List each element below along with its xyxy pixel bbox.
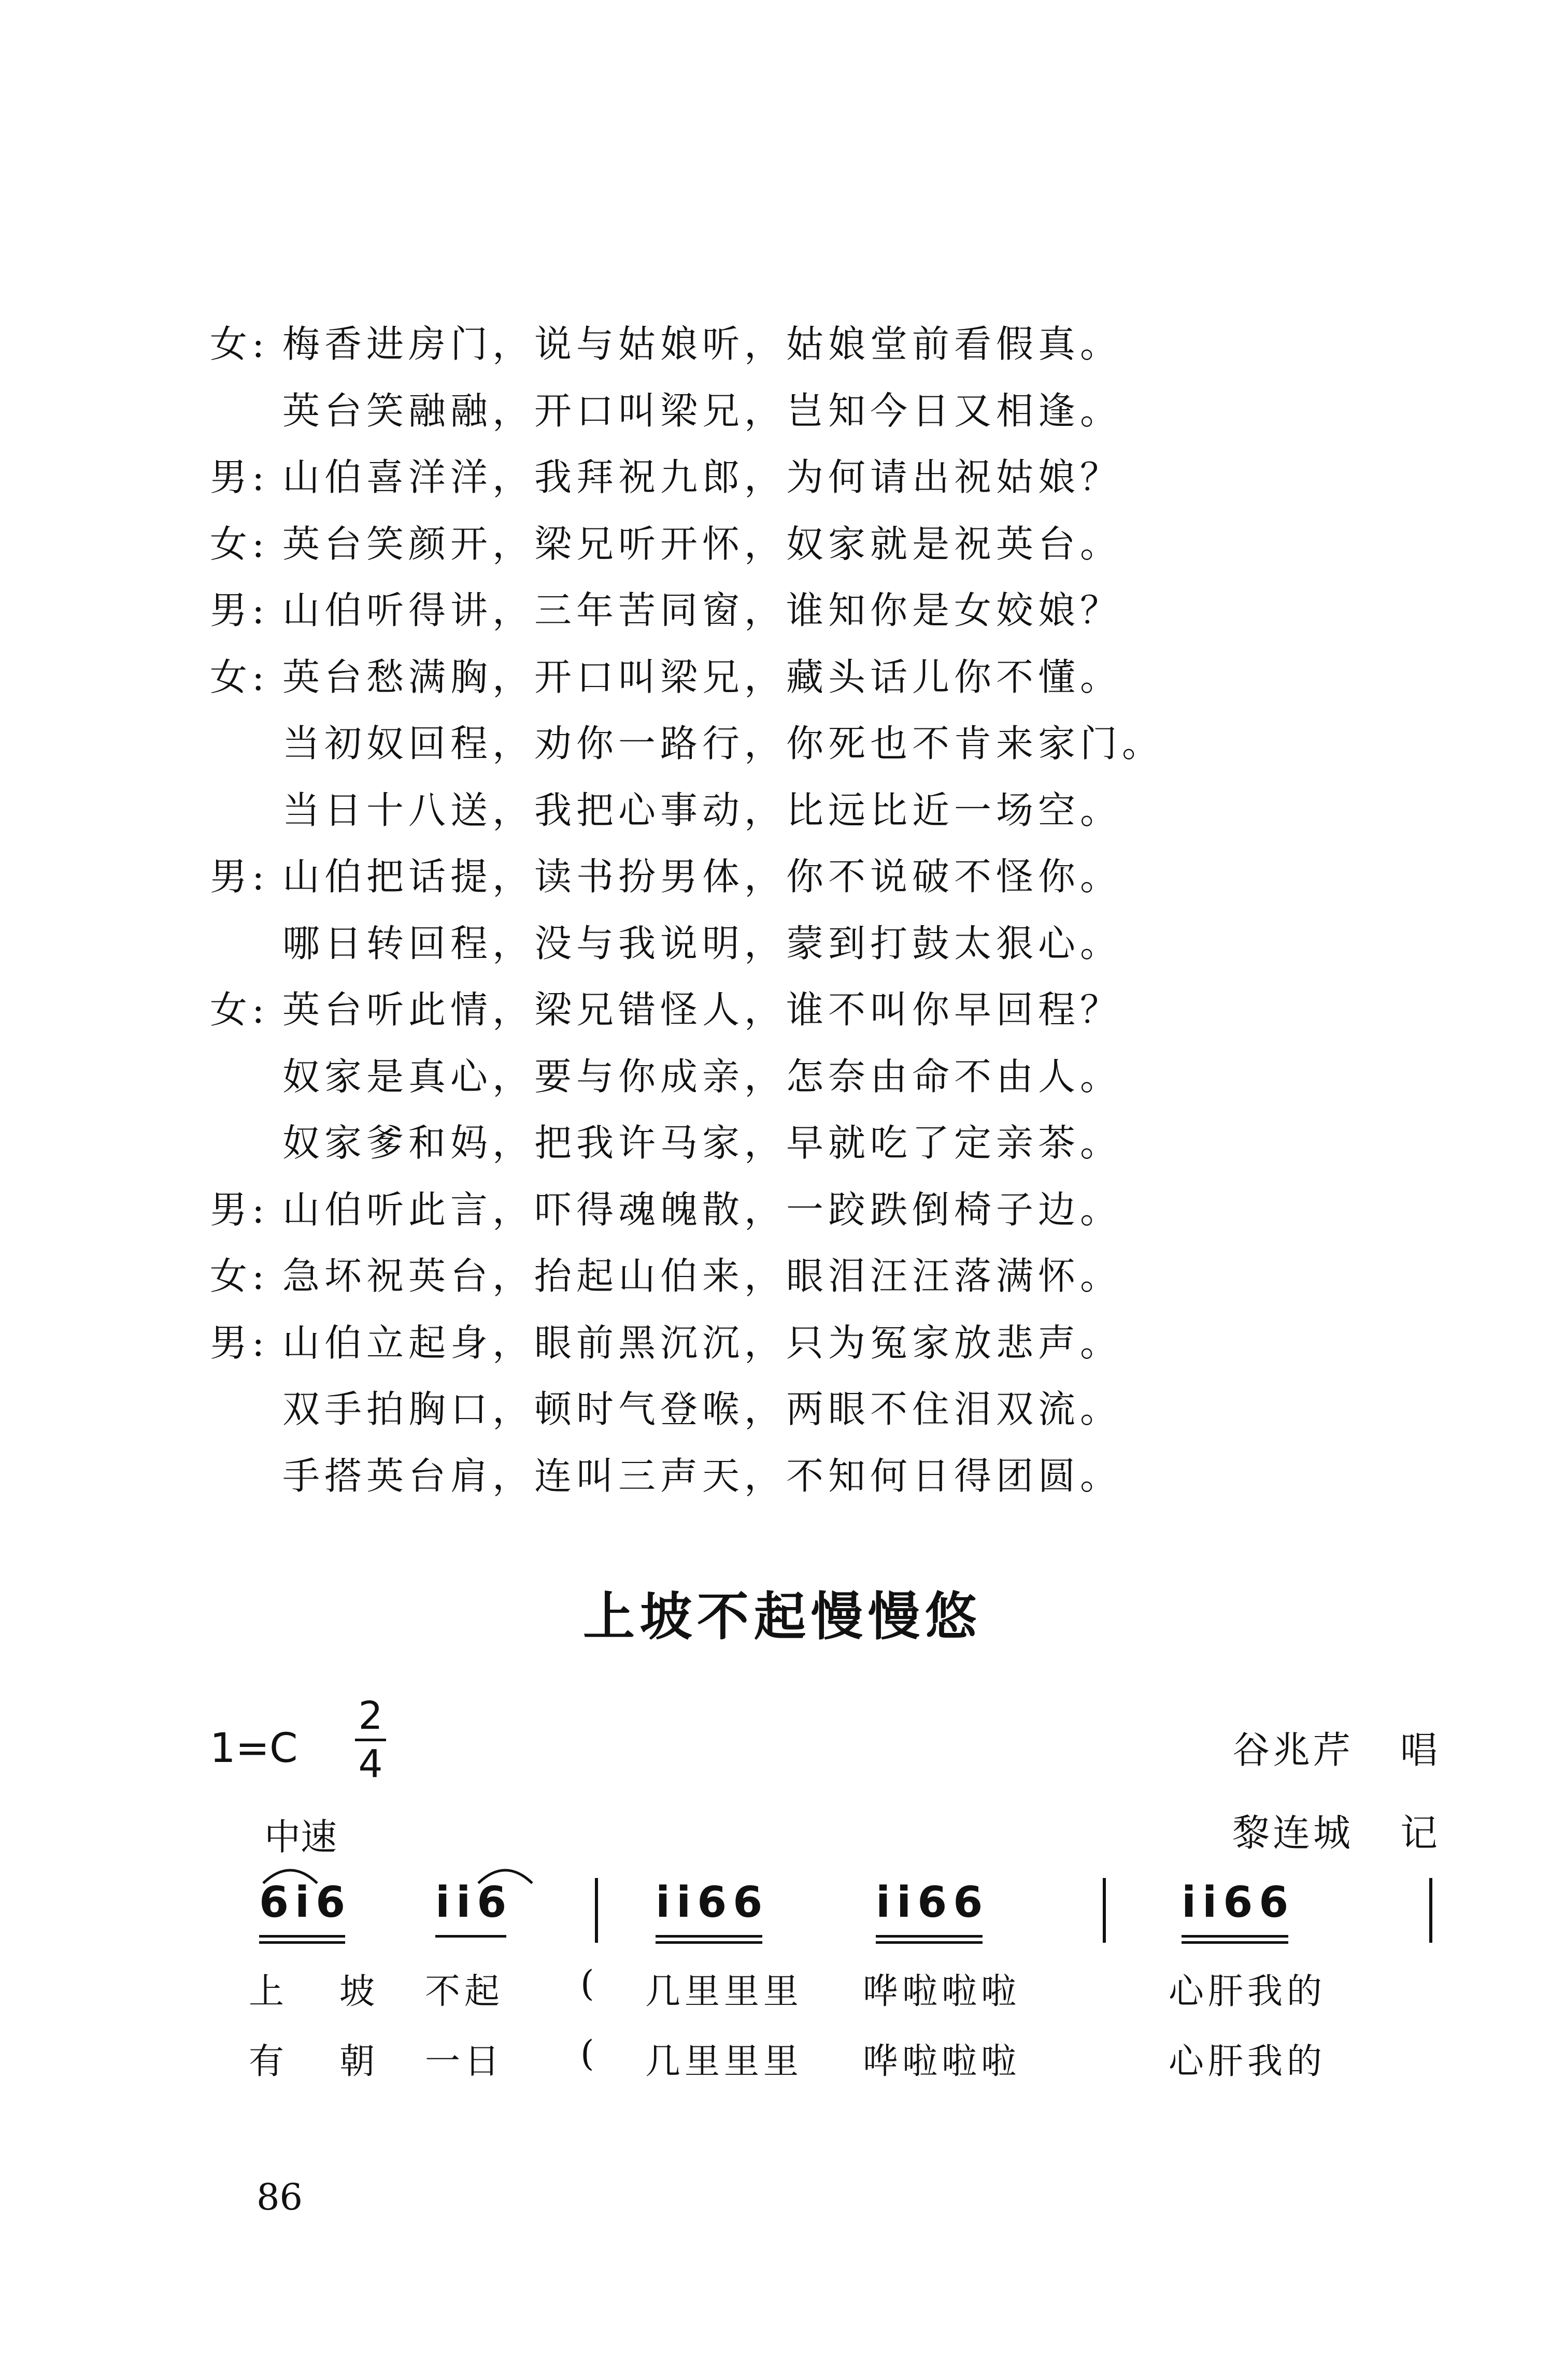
- notation-lyric: 有: [249, 2041, 289, 2082]
- key-signature: 1=C: [210, 1725, 298, 1772]
- notation-lyric: (: [580, 2033, 599, 2074]
- barline: [1103, 1878, 1106, 1943]
- notation-lyric: (: [580, 1963, 599, 2004]
- lyric-line: [210, 1043, 1402, 1110]
- lyric-line: [210, 1443, 1402, 1510]
- recorder-role: 记: [1400, 1811, 1441, 1855]
- lyric-text: 哪日转回程，没与我说明，蒙到打鼓太狠心。: [282, 921, 1122, 965]
- speaker-label: 女:: [210, 322, 269, 366]
- lyric-text: 英台笑融融，开口叫梁兄，岂知今日又相逢。: [282, 389, 1122, 433]
- lyric-line: [210, 1243, 1402, 1310]
- speaker-label: 女:: [210, 655, 269, 699]
- lyric-text: 梅香进房门，说与姑娘听，姑娘堂前看假真。: [282, 322, 1122, 366]
- lyric-line: [210, 910, 1402, 977]
- notation-lyric: 几里里里: [645, 2041, 803, 2082]
- meter-top: 2: [355, 1693, 386, 1741]
- notation-lyric: 坡: [339, 1971, 379, 2012]
- speaker-label: 男:: [210, 855, 269, 898]
- singer-credit: [1232, 1720, 1441, 1774]
- lyric-line: [210, 311, 1402, 378]
- time-signature: [355, 1693, 386, 1787]
- lyric-text: 双手拍胸口，顿时气登喉，两眼不住泪双流。: [282, 1387, 1122, 1431]
- page-number: 86: [257, 2176, 303, 2218]
- note-group: [876, 1878, 989, 1927]
- note-group: [1182, 1878, 1294, 1927]
- lyric-line: [210, 444, 1402, 511]
- lyric-text: 山伯听得讲，三年苦同窗，谁知你是女姣娘？: [282, 589, 1122, 632]
- lyric-text: 英台听此情，梁兄错怪人，谁不叫你早回程？: [282, 988, 1122, 1031]
- barline: [1429, 1878, 1432, 1943]
- notation-lyric: 不起: [425, 1971, 504, 2012]
- note-group: [435, 1878, 513, 1927]
- lyric-text: 山伯听此言，吓得魂魄散，一跤跌倒椅子边。: [282, 1187, 1122, 1231]
- lyric-text: 英台笑颜开，梁兄听开怀，奴家就是祝英台。: [282, 522, 1122, 566]
- lyric-text: 奴家爹和妈，把我许马家，早就吃了定亲茶。: [282, 1121, 1122, 1165]
- notation-lyric: 哗啦啦啦: [863, 2041, 1021, 2082]
- speaker-label: 男:: [210, 1321, 269, 1365]
- speaker-label: 男:: [210, 589, 269, 632]
- notation-lyric: 上: [249, 1971, 289, 2012]
- lyric-line: [210, 1110, 1402, 1177]
- lyric-text: 奴家是真心，要与你成亲，怎奈由命不由人。: [282, 1054, 1122, 1098]
- lyric-text: 当日十八送，我把心事动，比远比近一场空。: [282, 788, 1122, 832]
- notation-lyric: 哗啦啦啦: [863, 1971, 1021, 2012]
- meter-bottom: 4: [358, 1742, 383, 1786]
- note-digits: 6i6: [259, 1878, 352, 1927]
- notation-lyric: 几里里里: [645, 1971, 803, 2012]
- speaker-label: 男:: [210, 1187, 269, 1231]
- speaker-label: 女:: [210, 1254, 269, 1298]
- lyric-line: [210, 1376, 1402, 1443]
- lyric-text: 手搭英台肩，连叫三声天，不知何日得团圆。: [282, 1454, 1122, 1498]
- song-title: 上坡不起慢慢悠: [583, 1586, 982, 1647]
- lyric-line: [210, 511, 1402, 578]
- recorder-name: 黎连城: [1232, 1811, 1354, 1855]
- tempo-marking: 中速: [264, 1816, 337, 1858]
- lyric-text: 山伯立起身，眼前黑沉沉，只为冤家放悲声。: [282, 1321, 1122, 1365]
- lyric-line: [210, 1310, 1402, 1377]
- notation-lyric: 心肝我的: [1169, 2041, 1327, 2082]
- note-group: [656, 1878, 769, 1927]
- note-digits: ii66: [1182, 1878, 1295, 1927]
- lyric-line: [210, 977, 1402, 1043]
- recorder-credit: [1232, 1803, 1441, 1857]
- singer-name: 谷兆芹: [1232, 1728, 1354, 1772]
- lyric-text: 山伯喜洋洋，我拜祝九郎，为何请出祝姑娘？: [282, 455, 1122, 499]
- notation-lyric: 心肝我的: [1169, 1971, 1327, 2012]
- lyric-line: [210, 1177, 1402, 1243]
- speaker-label: 女:: [210, 522, 269, 566]
- lyric-text: 山伯把话提，读书扮男体，你不说破不怪你。: [282, 855, 1122, 898]
- lyric-line: [210, 777, 1402, 844]
- lyric-line: [210, 378, 1402, 445]
- note-digits: ii6: [435, 1878, 513, 1927]
- note-digits: ii66: [656, 1878, 769, 1927]
- lyric-line: [210, 577, 1402, 644]
- lyrics-block: [210, 311, 1402, 1509]
- lyric-line: [210, 710, 1402, 777]
- note-digits: ii66: [876, 1878, 989, 1927]
- notation-lyric: 朝: [339, 2041, 379, 2082]
- lyric-line: [210, 644, 1402, 711]
- lyric-text: 当初奴回程，劝你一路行，你死也不肯来家门。: [282, 722, 1164, 765]
- note-group: [259, 1878, 351, 1927]
- notation-lyric: 一日: [425, 2041, 504, 2082]
- singer-role: 唱: [1400, 1728, 1441, 1772]
- lyric-line: [210, 843, 1402, 910]
- lyric-text: 英台愁满胸，开口叫梁兄，藏头话儿你不懂。: [282, 655, 1122, 699]
- barline: [595, 1878, 598, 1943]
- speaker-label: 女:: [210, 988, 269, 1031]
- lyric-text: 急坏祝英台，抬起山伯来，眼泪汪汪落满怀。: [282, 1254, 1122, 1298]
- speaker-label: 男:: [210, 455, 269, 499]
